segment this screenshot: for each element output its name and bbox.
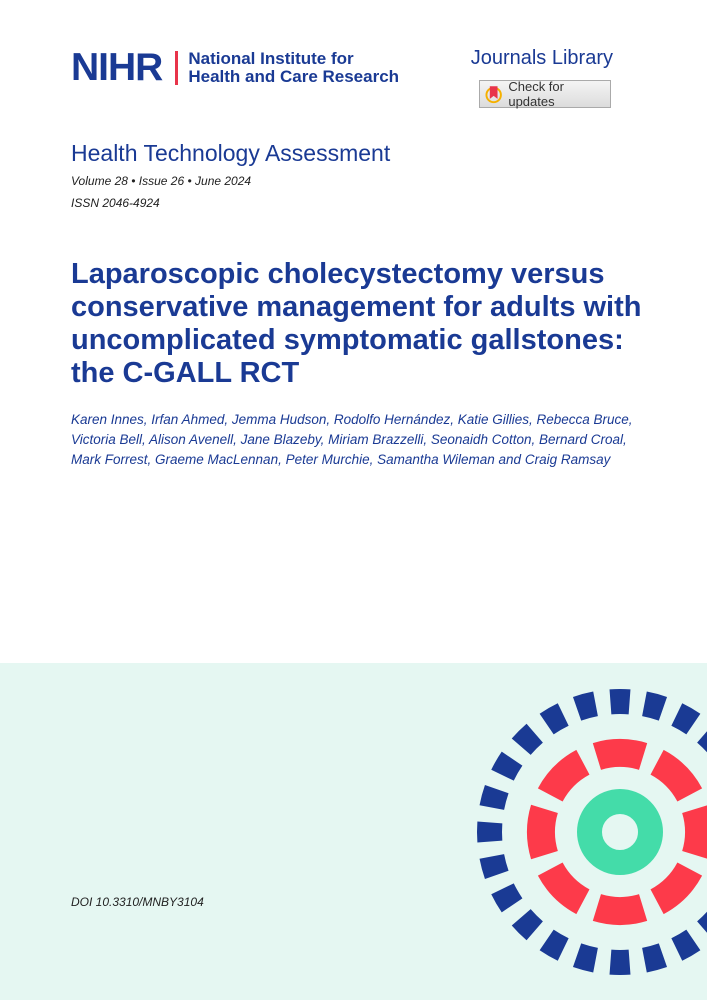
- doi[interactable]: DOI 10.3310/MNBY3104: [71, 895, 204, 909]
- outer-ring-segment: [540, 703, 569, 734]
- outer-ring-segment: [491, 883, 522, 912]
- middle-ring-segment: [682, 805, 707, 859]
- check-updates-label: Check for updates: [508, 79, 564, 109]
- middle-ring-segment: [538, 750, 590, 802]
- middle-ring-segment: [651, 863, 703, 915]
- issn: ISSN 2046-4924: [71, 196, 160, 210]
- institute-line1: National Institute for: [188, 48, 354, 68]
- outer-ring-segment: [512, 724, 543, 755]
- middle-ring-segment: [593, 739, 647, 770]
- middle-ring-segment: [527, 805, 558, 859]
- outer-ring-segment: [610, 689, 631, 714]
- journals-library: Journals Library: [470, 47, 613, 69]
- outer-ring-segment: [671, 930, 700, 961]
- inner-ring: [590, 802, 651, 863]
- article-title: Laparoscopic cholecystectomy versus conservative management for adults with uncomplicated symptomatic gallstones: the C-GALL RCT: [71, 258, 642, 389]
- volume-issue: Volume 28 • Issue 26 • June 2024: [71, 174, 252, 188]
- outer-ring-segment: [671, 703, 700, 734]
- outer-ring-segment: [642, 692, 667, 721]
- outer-ring-segment: [491, 752, 522, 781]
- outer-ring-segment: [573, 692, 598, 721]
- outer-ring-segment: [697, 909, 707, 940]
- outer-ring-segment: [642, 943, 667, 972]
- middle-ring-segment: [538, 863, 590, 915]
- logo-text: NIHR: [71, 46, 163, 89]
- middle-ring-segment: [651, 750, 703, 802]
- authors: Karen Innes, Irfan Ahmed, Jemma Hudson, Rodolfo Hernández, Katie Gillies, Rebecca Bruce, Victoria Bell, Alison Avenell, Jane Blazeby, Miriam Brazzelli, Seonaidh Cotton, Bernard Croal, Mark Forrest, Graeme MacLennan, Peter Murchie, Samantha Wileman and Craig Ramsay: [71, 412, 633, 467]
- institute-line2: Health and Care Research: [188, 66, 400, 86]
- outer-ring-segment: [697, 724, 707, 755]
- outer-ring-segment: [512, 909, 543, 940]
- outer-ring-segment: [480, 785, 509, 810]
- outer-ring-segment: [610, 950, 631, 975]
- outer-ring-segment: [573, 943, 598, 972]
- outer-ring-segment: [540, 930, 569, 961]
- outer-ring-segment: [480, 854, 509, 879]
- journal-name: Health Technology Assessment: [71, 140, 391, 166]
- middle-ring-segment: [593, 894, 647, 925]
- outer-ring-segment: [477, 822, 502, 843]
